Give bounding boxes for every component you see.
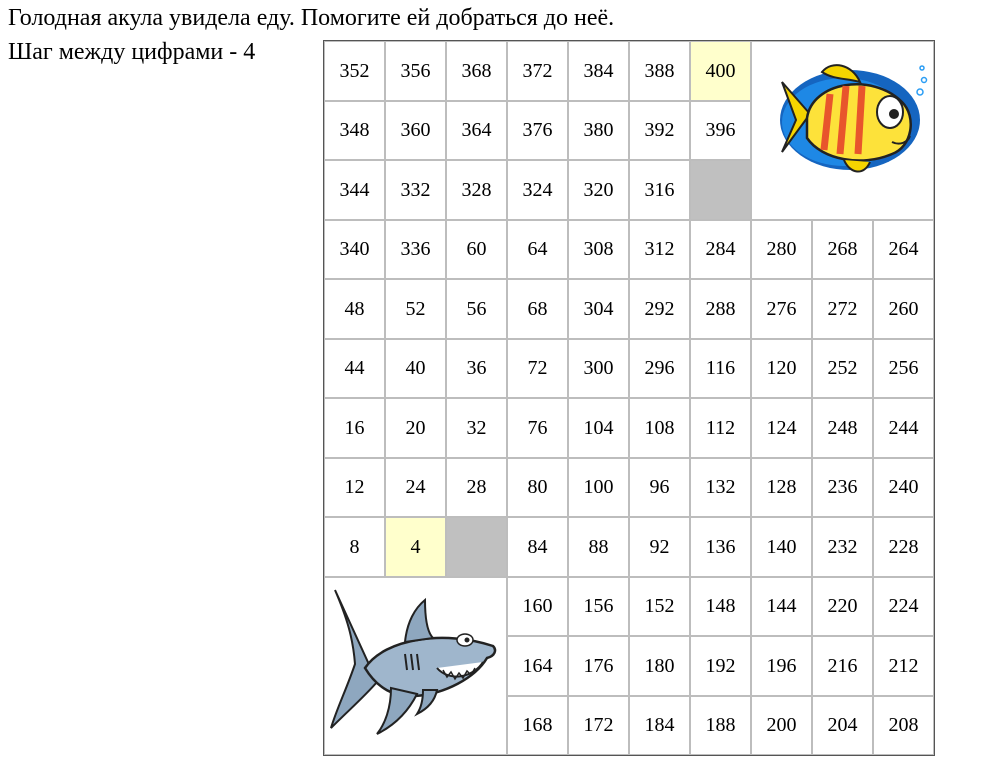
maze-cell[interactable]: 136 xyxy=(690,517,751,577)
maze-cell[interactable]: 108 xyxy=(629,398,690,458)
maze-cell[interactable]: 328 xyxy=(446,160,507,220)
maze-cell[interactable]: 152 xyxy=(629,577,690,636)
maze-cell[interactable]: 140 xyxy=(751,517,812,577)
maze-cell[interactable]: 288 xyxy=(690,279,751,339)
maze-cell[interactable]: 32 xyxy=(446,398,507,458)
shark-illustration xyxy=(325,578,507,756)
maze-cell[interactable]: 160 xyxy=(507,577,568,636)
maze-cell[interactable]: 148 xyxy=(690,577,751,636)
maze-cell[interactable]: 28 xyxy=(446,458,507,517)
maze-cell[interactable]: 344 xyxy=(324,160,385,220)
maze-cell[interactable]: 368 xyxy=(446,41,507,101)
maze-cell[interactable]: 60 xyxy=(446,220,507,279)
maze-cell[interactable]: 88 xyxy=(568,517,629,577)
maze-cell[interactable]: 24 xyxy=(385,458,446,517)
maze-cell[interactable]: 56 xyxy=(446,279,507,339)
maze-cell[interactable]: 276 xyxy=(751,279,812,339)
maze-cell[interactable]: 180 xyxy=(629,636,690,696)
maze-cell[interactable]: 356 xyxy=(385,41,446,101)
maze-cell[interactable]: 224 xyxy=(873,577,934,636)
maze-cell[interactable]: 68 xyxy=(507,279,568,339)
maze-cell[interactable]: 376 xyxy=(507,101,568,160)
maze-cell[interactable]: 360 xyxy=(385,101,446,160)
maze-cell[interactable]: 272 xyxy=(812,279,873,339)
maze-cell[interactable]: 40 xyxy=(385,339,446,398)
maze-cell[interactable]: 20 xyxy=(385,398,446,458)
maze-cell[interactable]: 320 xyxy=(568,160,629,220)
maze-cell[interactable]: 232 xyxy=(812,517,873,577)
start-cell[interactable]: 4 xyxy=(385,517,446,577)
maze-cell[interactable]: 188 xyxy=(690,696,751,755)
maze-cell[interactable]: 252 xyxy=(812,339,873,398)
maze-cell[interactable]: 156 xyxy=(568,577,629,636)
maze-cell[interactable]: 284 xyxy=(690,220,751,279)
maze-cell[interactable]: 388 xyxy=(629,41,690,101)
maze-cell[interactable]: 260 xyxy=(873,279,934,339)
maze-cell[interactable]: 312 xyxy=(629,220,690,279)
maze-cell[interactable]: 16 xyxy=(324,398,385,458)
finish-cell[interactable]: 400 xyxy=(690,41,751,101)
maze-cell[interactable]: 212 xyxy=(873,636,934,696)
fish-image xyxy=(751,41,934,220)
shark-image xyxy=(324,577,507,755)
maze-cell[interactable]: 332 xyxy=(385,160,446,220)
maze-cell[interactable]: 240 xyxy=(873,458,934,517)
maze-cell[interactable]: 256 xyxy=(873,339,934,398)
maze-cell[interactable]: 92 xyxy=(629,517,690,577)
maze-cell[interactable]: 96 xyxy=(629,458,690,517)
maze-cell[interactable]: 268 xyxy=(812,220,873,279)
maze-cell[interactable]: 280 xyxy=(751,220,812,279)
maze-cell[interactable]: 192 xyxy=(690,636,751,696)
maze-cell[interactable]: 308 xyxy=(568,220,629,279)
maze-cell[interactable]: 124 xyxy=(751,398,812,458)
maze-cell[interactable]: 304 xyxy=(568,279,629,339)
maze-cell[interactable]: 380 xyxy=(568,101,629,160)
maze-cell[interactable]: 64 xyxy=(507,220,568,279)
maze-cell[interactable]: 72 xyxy=(507,339,568,398)
maze-cell[interactable]: 352 xyxy=(324,41,385,101)
maze-cell[interactable]: 324 xyxy=(507,160,568,220)
maze-cell[interactable]: 52 xyxy=(385,279,446,339)
maze-cell[interactable]: 184 xyxy=(629,696,690,755)
maze-cell[interactable]: 208 xyxy=(873,696,934,755)
maze-cell[interactable]: 292 xyxy=(629,279,690,339)
maze-cell[interactable]: 116 xyxy=(690,339,751,398)
maze-cell[interactable]: 336 xyxy=(385,220,446,279)
maze-cell[interactable]: 236 xyxy=(812,458,873,517)
maze-cell[interactable]: 104 xyxy=(568,398,629,458)
maze-cell[interactable]: 244 xyxy=(873,398,934,458)
fish-illustration xyxy=(752,42,934,220)
maze-cell[interactable]: 296 xyxy=(629,339,690,398)
maze-cell[interactable]: 204 xyxy=(812,696,873,755)
task-subtitle: Шаг между цифрами - 4 xyxy=(8,39,256,65)
maze-cell[interactable]: 348 xyxy=(324,101,385,160)
maze-cell[interactable]: 316 xyxy=(629,160,690,220)
maze-cell[interactable]: 216 xyxy=(812,636,873,696)
maze-cell[interactable]: 144 xyxy=(751,577,812,636)
maze-cell[interactable]: 164 xyxy=(507,636,568,696)
task-title: Голодная акула увидела еду. Помогите ей добраться до неё. xyxy=(8,5,615,31)
maze-cell[interactable]: 196 xyxy=(751,636,812,696)
maze-cell[interactable]: 264 xyxy=(873,220,934,279)
maze-cell[interactable]: 300 xyxy=(568,339,629,398)
maze-cell[interactable]: 168 xyxy=(507,696,568,755)
maze-cell[interactable]: 372 xyxy=(507,41,568,101)
maze-cell[interactable]: 120 xyxy=(751,339,812,398)
maze-cell[interactable]: 44 xyxy=(324,339,385,398)
number-maze-grid xyxy=(323,40,935,756)
maze-cell[interactable]: 396 xyxy=(690,101,751,160)
maze-cell[interactable]: 200 xyxy=(751,696,812,755)
maze-cell[interactable]: 384 xyxy=(568,41,629,101)
maze-cell[interactable]: 112 xyxy=(690,398,751,458)
maze-cell[interactable]: 228 xyxy=(873,517,934,577)
maze-cell[interactable]: 364 xyxy=(446,101,507,160)
maze-cell[interactable]: 248 xyxy=(812,398,873,458)
maze-cell[interactable]: 392 xyxy=(629,101,690,160)
maze-cell[interactable]: 176 xyxy=(568,636,629,696)
maze-cell[interactable]: 132 xyxy=(690,458,751,517)
maze-cell[interactable]: 80 xyxy=(507,458,568,517)
maze-cell[interactable]: 12 xyxy=(324,458,385,517)
maze-cell[interactable]: 100 xyxy=(568,458,629,517)
maze-cell[interactable]: 84 xyxy=(507,517,568,577)
blocked-cell[interactable] xyxy=(690,160,751,220)
maze-cell[interactable]: 48 xyxy=(324,279,385,339)
maze-cell[interactable]: 128 xyxy=(751,458,812,517)
maze-cell[interactable]: 340 xyxy=(324,220,385,279)
maze-cell[interactable]: 36 xyxy=(446,339,507,398)
maze-cell[interactable]: 220 xyxy=(812,577,873,636)
maze-cell[interactable]: 8 xyxy=(324,517,385,577)
maze-cell[interactable]: 76 xyxy=(507,398,568,458)
maze-cell[interactable]: 172 xyxy=(568,696,629,755)
blocked-cell[interactable] xyxy=(446,517,507,577)
